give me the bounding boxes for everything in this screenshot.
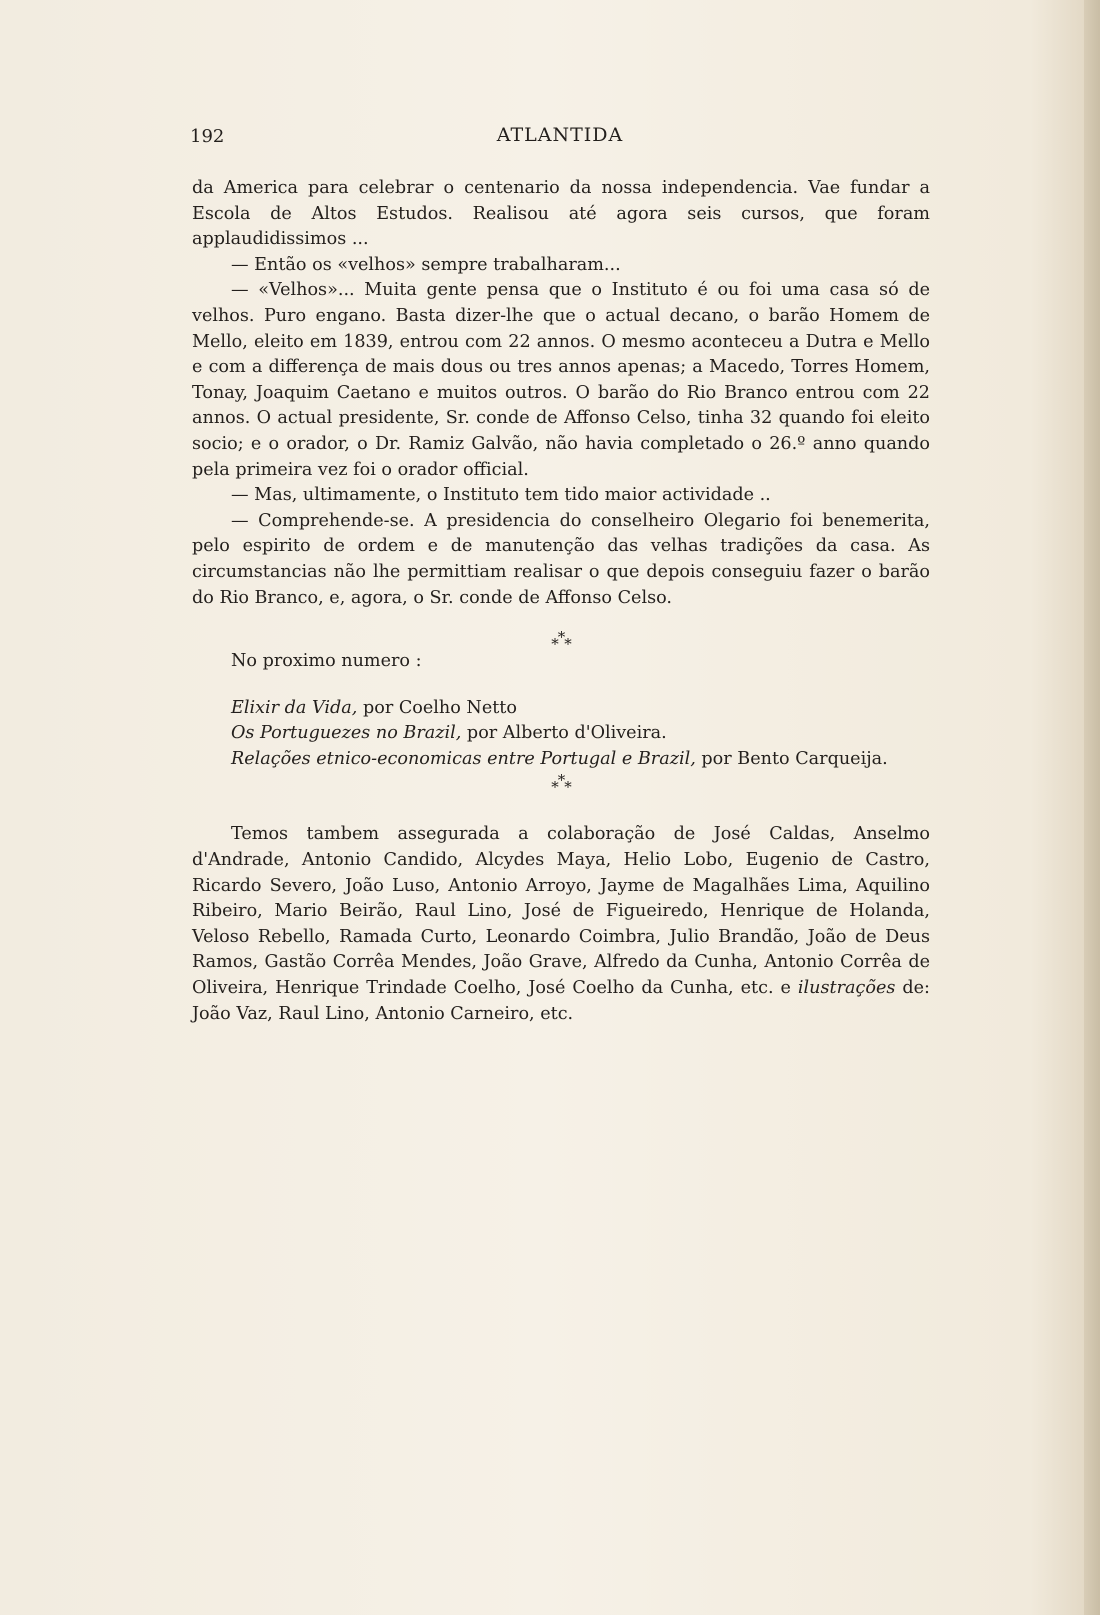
article-author: por Coelho Netto xyxy=(357,697,517,718)
asterism-star: * xyxy=(557,628,565,647)
collaborators-text: Temos tambem assegurada a colaboração de José Caldas, Anselmo d'Andrade, Antonio Candido, Alcydes Maya, Helio Lobo, Eugenio de Castro, Ricardo Severo, João Luso, Antonio Arroyo, Jayme de Magalhães Lima, Aquilino Ribeiro, Mario Beirão, Raul Lino, José de Figueiredo, Henrique de Holanda, Veloso Rebello, Ramada Curto, Leonardo Coimbra, Julio Brandão, João de Deus Ramos, Gastão Corrêa Mendes, João Grave, Alfredo da Cunha, Antonio Corrêa de Oliveira, Henrique Trindade Coelho, José Coelho da Cunha, etc. e xyxy=(192,824,930,999)
page-body xyxy=(192,176,930,1027)
article-author: por Bento Carqueija. xyxy=(695,748,888,769)
paragraph-dialogue: — Comprehende-se. A presidencia do conselheiro Olegario foi benemerita, pelo espirito de ordem e de manutenção das velhas tradições da casa. As circumstancias não lhe permittiam realisar o que depois conseguiu fazer o barão do Rio Branco, e, agora, o Sr. conde de Affonso Celso. xyxy=(192,510,930,608)
article-title: Elixir da Vida, xyxy=(231,697,358,718)
asterism-ornament xyxy=(192,628,930,661)
asterism-star: * xyxy=(564,635,571,654)
journal-title: ATLANTIDA xyxy=(496,124,624,146)
illustrations-word: ilustrações xyxy=(797,978,896,999)
next-issue-item xyxy=(192,721,930,747)
article-author: por Alberto d'Oliveira. xyxy=(461,723,667,744)
paragraph-continuation: da America para celebrar o centenario da nossa independencia. Vae fundar a Escola de Altos Estudos. Realisou até agora seis cursos, que foram applaudidissimos ... xyxy=(192,178,930,250)
next-issue-item xyxy=(192,747,930,773)
paragraph-dialogue: — Mas, ultimamente, o Instituto tem tido maior actividade .. xyxy=(231,485,771,506)
asterism-ornament xyxy=(192,771,930,810)
next-issue-item xyxy=(192,696,930,722)
page-edge xyxy=(1084,0,1100,1615)
article-title: Os Portuguezes no Brazil, xyxy=(231,723,462,744)
page-number: 192 xyxy=(190,126,225,147)
asterism-star: * xyxy=(551,778,558,797)
running-head xyxy=(190,122,930,152)
article-title: Relações etnico-economicas entre Portugal e Brazil, xyxy=(231,748,696,769)
asterism-star: * xyxy=(564,778,571,797)
illustrators-text: de: João Vaz, Raul Lino, Antonio Carneiro, etc. xyxy=(192,978,930,1024)
collaborators-paragraph xyxy=(192,822,930,1027)
asterism-star: * xyxy=(557,771,565,790)
paragraph-dialogue: — Então os «velhos» sempre trabalharam... xyxy=(231,254,621,275)
next-issue-intro: No proximo numero : xyxy=(231,651,422,672)
asterism-star: * xyxy=(551,635,558,654)
paragraph-dialogue: — «Velhos»... Muita gente pensa que o Instituto é ou foi uma casa só de velhos. Puro engano. Basta dizer-lhe que o actual decano, o barão Homem de Mello, eleito em 1839, entrou com 22 annos. O mesmo aconteceu a Dutra e Mello e com a differença de mais dous ou tres annos apenas; a Macedo, Torres Homem, Tonay, Joaquim Caetano e muitos outros. O barão do Rio Branco entrou com 22 annos. O actual presidente, Sr. conde de Affonso Celso, tinha 32 quando foi eleito socio; e o orador, o Dr. Ramiz Galvão, não havia completado o 26.º anno quando pela primeira vez foi o orador official. xyxy=(192,280,930,480)
